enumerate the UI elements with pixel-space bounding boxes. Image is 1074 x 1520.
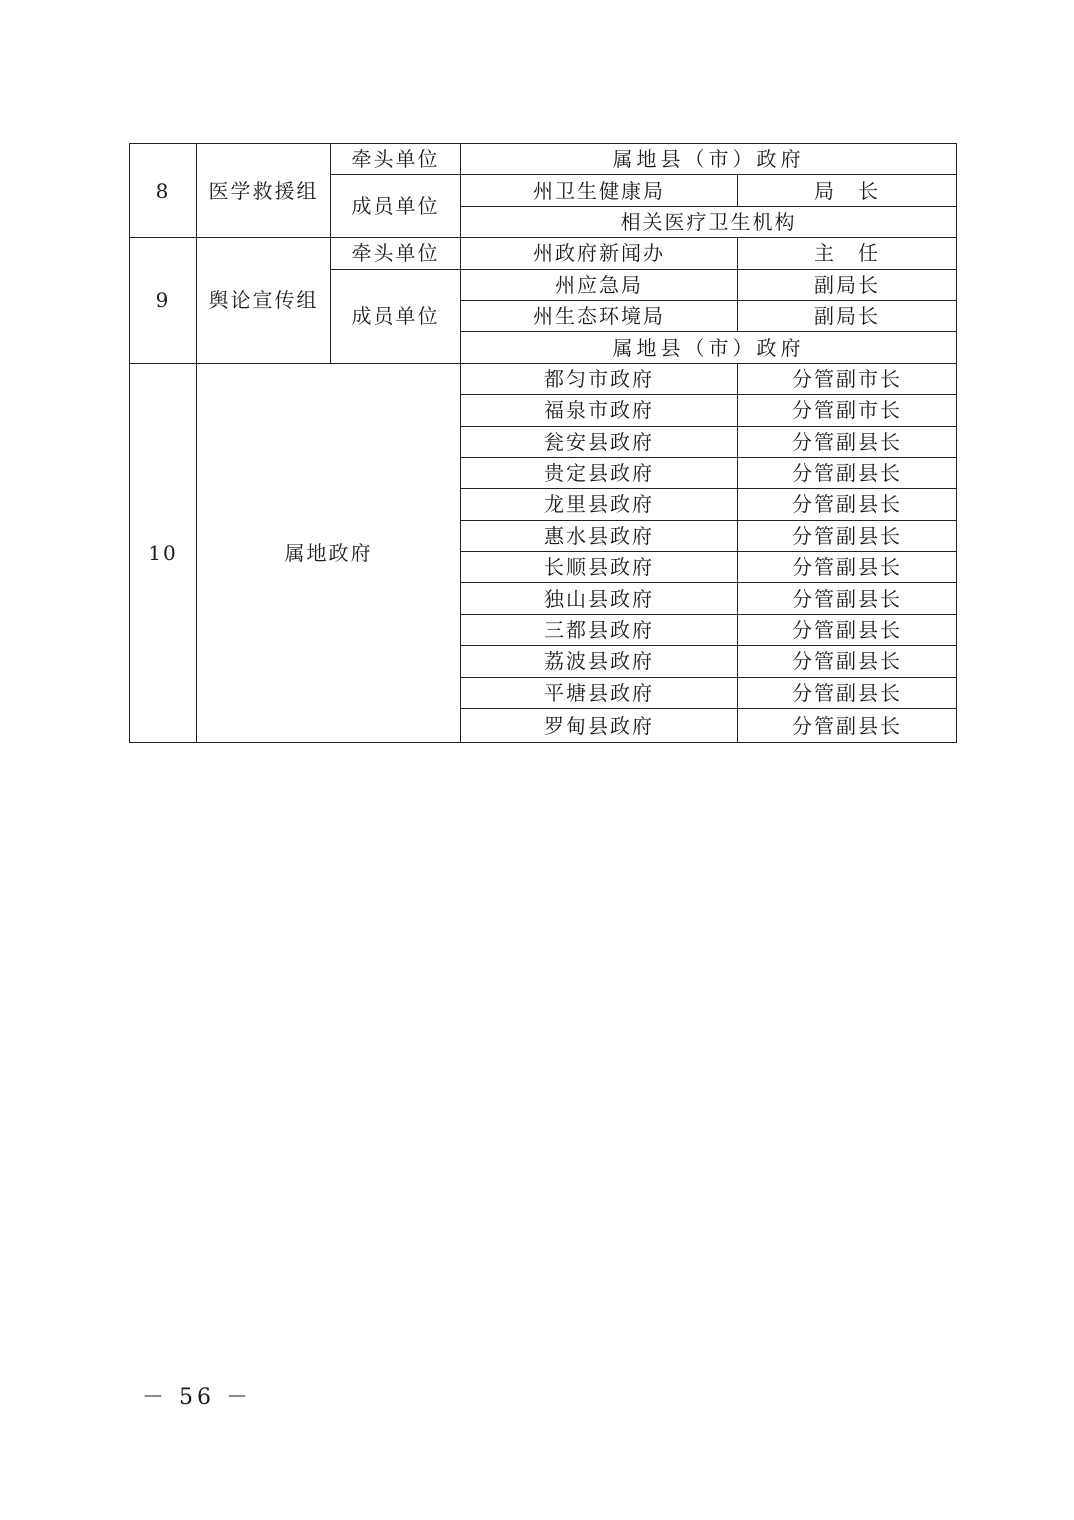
- group-name: 舆论宣传组: [197, 238, 331, 364]
- group-number: 10: [130, 363, 197, 742]
- local-title: 分管副县长: [738, 457, 957, 488]
- lead-unit: 州政府新闻办: [461, 238, 738, 269]
- member-label: 成员单位: [331, 269, 461, 363]
- local-title: 分管副市长: [738, 363, 957, 394]
- local-unit: 罗甸县政府: [461, 709, 738, 743]
- local-unit: 福泉市政府: [461, 395, 738, 426]
- member-unit: 属地县（市）政府: [461, 332, 957, 363]
- member-title: 局 长: [738, 175, 957, 206]
- table-row: [130, 144, 957, 175]
- member-unit: 州卫生健康局: [461, 175, 738, 206]
- local-title: 分管副市长: [738, 395, 957, 426]
- table-row: [130, 238, 957, 269]
- lead-label: 牵头单位: [331, 144, 461, 175]
- local-unit: 瓮安县政府: [461, 426, 738, 457]
- local-unit: 惠水县政府: [461, 520, 738, 551]
- local-title: 分管副县长: [738, 552, 957, 583]
- local-title: 分管副县长: [738, 646, 957, 677]
- lead-unit: 属地县（市）政府: [461, 144, 957, 175]
- lead-label: 牵头单位: [331, 238, 461, 269]
- local-title: 分管副县长: [738, 709, 957, 743]
- local-title: 分管副县长: [738, 489, 957, 520]
- local-unit: 贵定县政府: [461, 457, 738, 488]
- local-title: 分管副县长: [738, 583, 957, 614]
- local-unit: 独山县政府: [461, 583, 738, 614]
- local-title: 分管副县长: [738, 677, 957, 708]
- local-title: 分管副县长: [738, 426, 957, 457]
- group-number: 8: [130, 144, 197, 238]
- local-unit: 三都县政府: [461, 614, 738, 645]
- local-unit: 长顺县政府: [461, 552, 738, 583]
- page-number: － 56 －: [142, 1385, 252, 1410]
- member-unit: 州生态环境局: [461, 300, 738, 331]
- local-unit: 平塘县政府: [461, 677, 738, 708]
- table-row: [130, 363, 957, 394]
- local-title: 分管副县长: [738, 520, 957, 551]
- member-title: 副局长: [738, 269, 957, 300]
- member-label: 成员单位: [331, 175, 461, 238]
- local-unit: 荔波县政府: [461, 646, 738, 677]
- member-unit: 相关医疗卫生机构: [461, 206, 957, 237]
- lead-title: 主 任: [738, 238, 957, 269]
- group-number: 9: [130, 238, 197, 364]
- local-title: 分管副县长: [738, 614, 957, 645]
- group-name: 属地政府: [197, 363, 461, 742]
- organization-table: [129, 143, 957, 743]
- member-unit: 州应急局: [461, 269, 738, 300]
- group-name: 医学救援组: [197, 144, 331, 238]
- member-title: 副局长: [738, 300, 957, 331]
- local-unit: 龙里县政府: [461, 489, 738, 520]
- local-unit: 都匀市政府: [461, 363, 738, 394]
